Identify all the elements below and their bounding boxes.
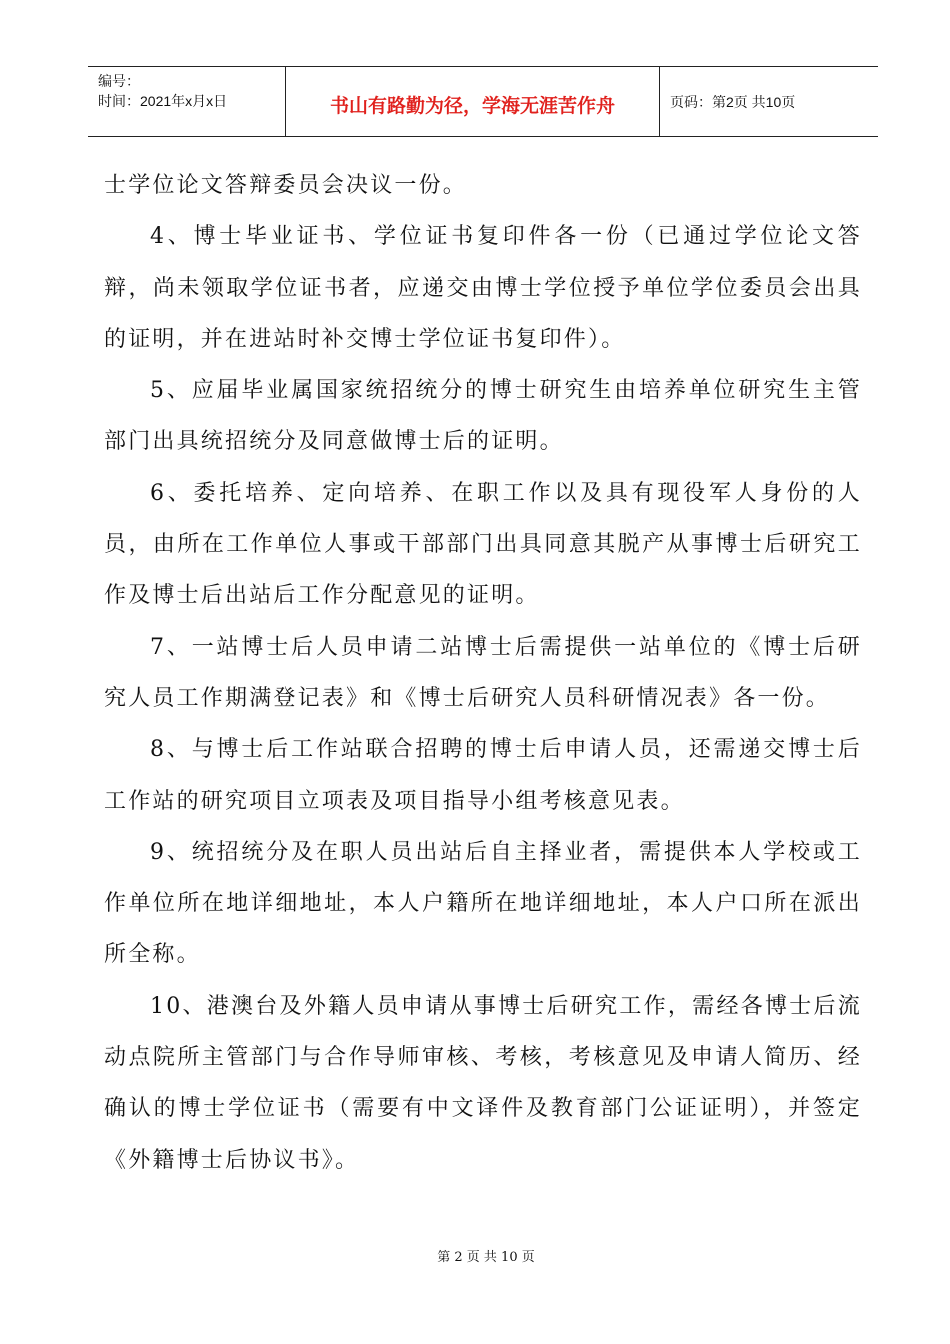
header-meta [88,67,286,136]
paragraph-item-7: 7、一站博士后人员申请二站博士后需提供一站单位的《博士后研究人员工作期满登记表》和《博士后研究人员科研情况表》各一份。 [104,634,862,711]
header-page-code: 页码：第2页 共10页 [670,93,796,110]
page-header [88,66,878,137]
document-time-label: 时间：2021年x月x日 [98,93,228,109]
paragraph-continuation: 士学位论文答辩委员会决议一份。 [104,173,468,198]
header-page-code-cell [660,67,878,136]
header-motto: 书山有路勤为径，学海无涯苦作舟 [329,95,615,117]
document-number-label: 编号： [98,73,140,89]
document-body [104,160,862,1186]
paragraph-item-8: 8、与博士后工作站联合招聘的博士后申请人员，还需递交博士后工作站的研究项目立项表及项目指导小组考核意见表。 [104,737,862,814]
page-footer [0,1246,950,1265]
paragraph-item-9: 9、统招统分及在职人员出站后自主择业者，需提供本人学校或工作单位所在地详细地址，本人户籍所在地详细地址，本人户口所在派出所全称。 [104,839,862,968]
paragraph-item-5: 5、应届毕业属国家统招统分的博士研究生由培养单位研究生主管部门出具统招统分及同意做博士后的证明。 [104,378,862,455]
header-motto-cell [286,67,660,136]
paragraph-item-4: 4、博士毕业证书、学位证书复印件各一份（已通过学位论文答辩，尚未领取学位证书者，应递交由博士学位授予单位学位委员会出具的证明，并在进站时补交博士学位证书复印件）。 [104,224,862,352]
footer-page-number: 第 2 页 共 10 页 [437,1250,535,1265]
paragraph-item-10: 10、港澳台及外籍人员申请从事博士后研究工作，需经各博士后流动点院所主管部门与合作导师审核、考核，考核意见及申请人简历、经确认的博士学位证书（需要有中文译件及教育部门公证证明），并签定《外籍博士后协议书》。 [104,993,862,1173]
paragraph-item-6: 6、委托培养、定向培养、在职工作以及具有现役军人身份的人员，由所在工作单位人事或干部部门出具同意其脱产从事博士后研究工作及博士后出站后工作分配意见的证明。 [104,480,862,609]
